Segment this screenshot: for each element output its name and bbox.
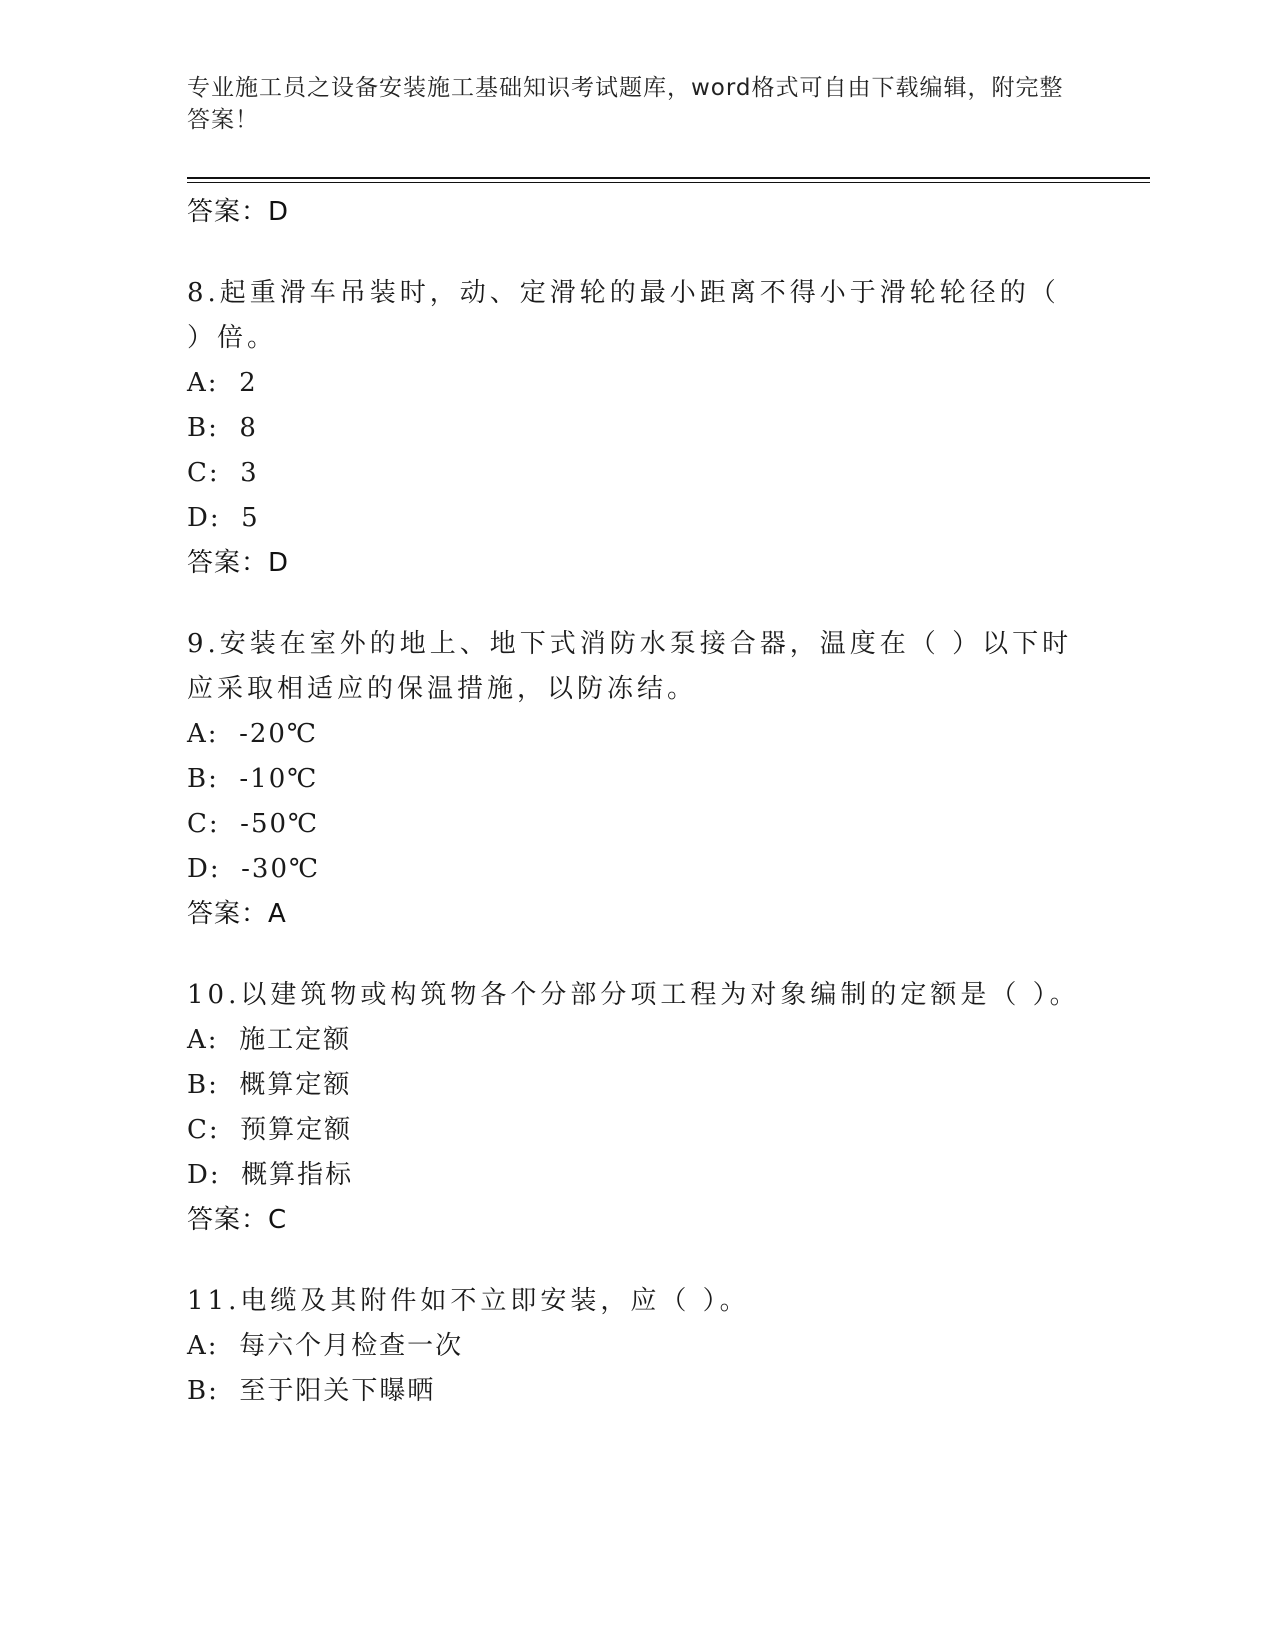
option-a: A: 每六个月检查一次 — [187, 1331, 464, 1361]
question-text: 8.起重滑车吊装时，动、定滑轮的最小距离不得小于滑轮轮径的（ ）倍。 — [187, 278, 1060, 353]
question-8 — [187, 271, 1087, 586]
question-10 — [187, 973, 1087, 1243]
option-d: D: 5 — [187, 503, 260, 533]
page-header: 专业施工员之设备安装施工基础知识考试题库，word格式可自由下载编辑，附完整答案！ — [187, 75, 1064, 133]
option-b: B: 至于阳关下曝晒 — [187, 1376, 436, 1406]
header-rule-thick — [187, 177, 1150, 179]
question-text: 9.安装在室外的地上、地下式消防水泵接合器，温度在（ ）以下时应采取相适应的保温措施，以防冻结。 — [187, 629, 1073, 704]
option-a: A: 2 — [187, 368, 258, 398]
option-b: B: 概算定额 — [187, 1070, 352, 1100]
header-rule-thin — [187, 182, 1150, 183]
previous-answer: 答案：D — [187, 197, 290, 227]
option-d: D: 概算指标 — [187, 1160, 354, 1190]
option-c: C: 预算定额 — [187, 1115, 353, 1145]
answer: 答案：D — [187, 548, 290, 578]
option-a: A: -20℃ — [187, 719, 319, 749]
option-b: B: 8 — [187, 413, 258, 443]
question-11 — [187, 1279, 1087, 1414]
option-a: A: 施工定额 — [187, 1025, 352, 1055]
option-b: B: -10℃ — [187, 764, 319, 794]
answer: 答案：A — [187, 899, 287, 929]
option-c: C: -50℃ — [187, 809, 320, 839]
answer: 答案：C — [187, 1205, 288, 1235]
question-text: 11.电缆及其附件如不立即安装，应（ ）。 — [187, 1286, 750, 1316]
option-d: D: -30℃ — [187, 854, 321, 884]
option-c: C: 3 — [187, 458, 259, 488]
question-list — [187, 190, 1087, 1414]
question-9 — [187, 622, 1087, 937]
question-text: 10.以建筑物或构筑物各个分部分项工程为对象编制的定额是（ ）。 — [187, 980, 1080, 1010]
